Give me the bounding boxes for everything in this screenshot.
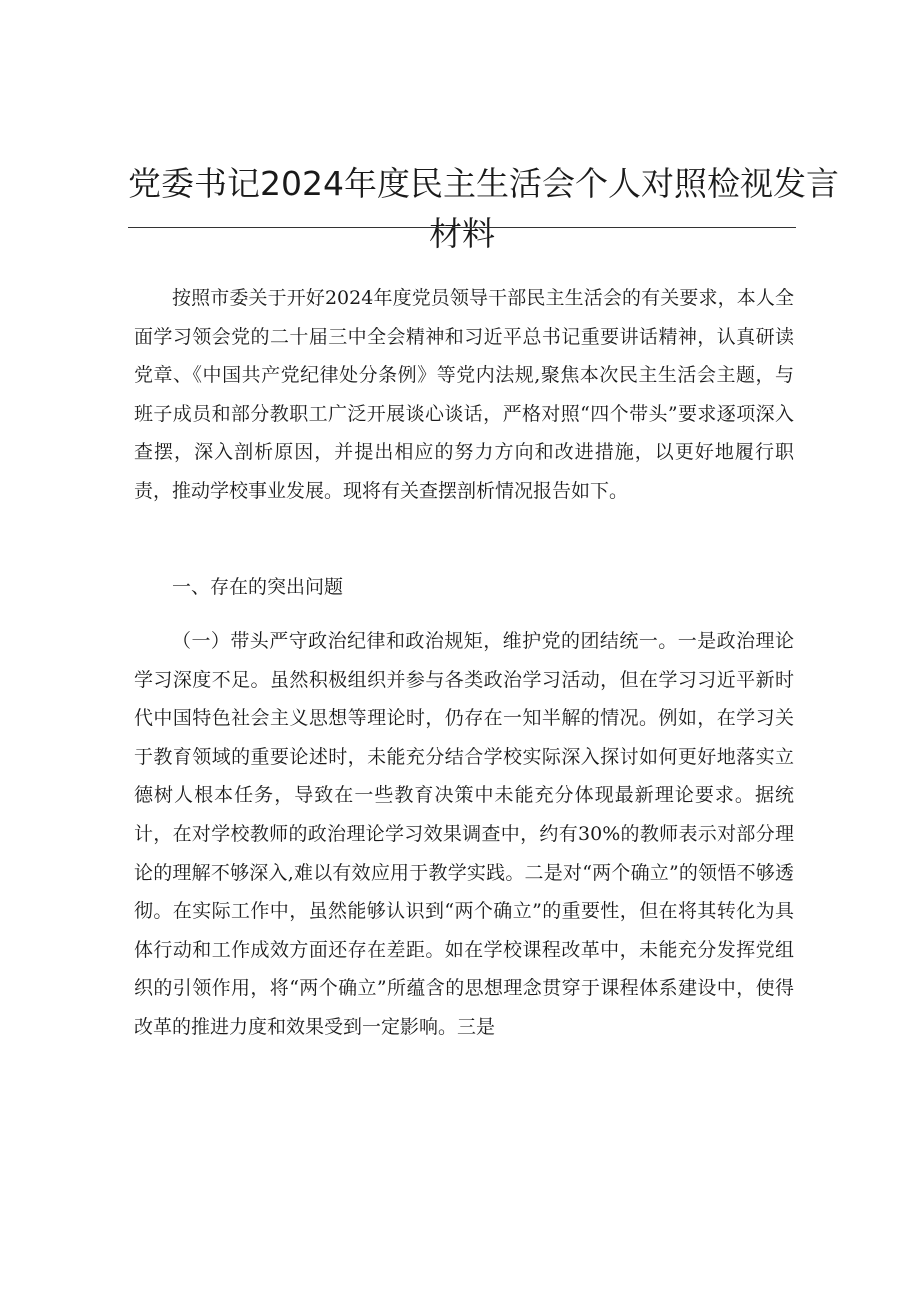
title-divider bbox=[128, 227, 796, 228]
title-line-1: 党委书记2024年度民主生活会个人对照检视发言 bbox=[128, 164, 839, 203]
body-paragraph: （一）带头严守政治纪律和政治规矩，维护党的团结统一。一是政治理论学习深度不足。虽然积极组织并参与各类政治学习活动，但在学习习近平新时代中国特色社会主义思想等理论时，仍存在一知半解的情况。例如，在学习关于教育领域的重要论述时，未能充分结合学校实际深入探讨如何更好地落实立德树人根本任务，导致在一些教育决策中未能充分体现最新理论要求。据统计，在对学校教师的政治理论学习效果调查中，约有30%的教师表示对部分理论的理解不够深入,难以有效应用于教学实践。二是对“两个确立”的领悟不够透彻。在实际工作中，虽然能够认识到“两个确立”的重要性，但在将其转化为具体行动和工作成效方面还存在差距。如在学校课程改革中，未能充分发挥党组织的引领作用，将“两个确立”所蕴含的思想理念贯穿于课程体系建设中，使得改革的推进力度和效果受到一定影响。三是 bbox=[134, 630, 794, 1038]
section-heading: 一、存在的突出问题 bbox=[172, 576, 344, 598]
document-title bbox=[128, 158, 839, 258]
title-line-2: 材料 bbox=[429, 214, 495, 253]
intro-paragraph: 按照市委关于开好2024年度党员领导干部民主生活会的有关要求，本人全面学习领会党的二十届三中全会精神和习近平总书记重要讲话精神，认真研读党章、《中国共产党纪律处分条例》等党内法规,聚焦本次民主生活会主题，与班子成员和部分教职工广泛开展谈心谈话，严格对照“四个带头”要求逐项深入查摆，深入剖析原因，并提出相应的努力方向和改进措施，以更好地履行职责，推动学校事业发展。现将有关查摆剖析情况报告如下。 bbox=[134, 287, 794, 502]
